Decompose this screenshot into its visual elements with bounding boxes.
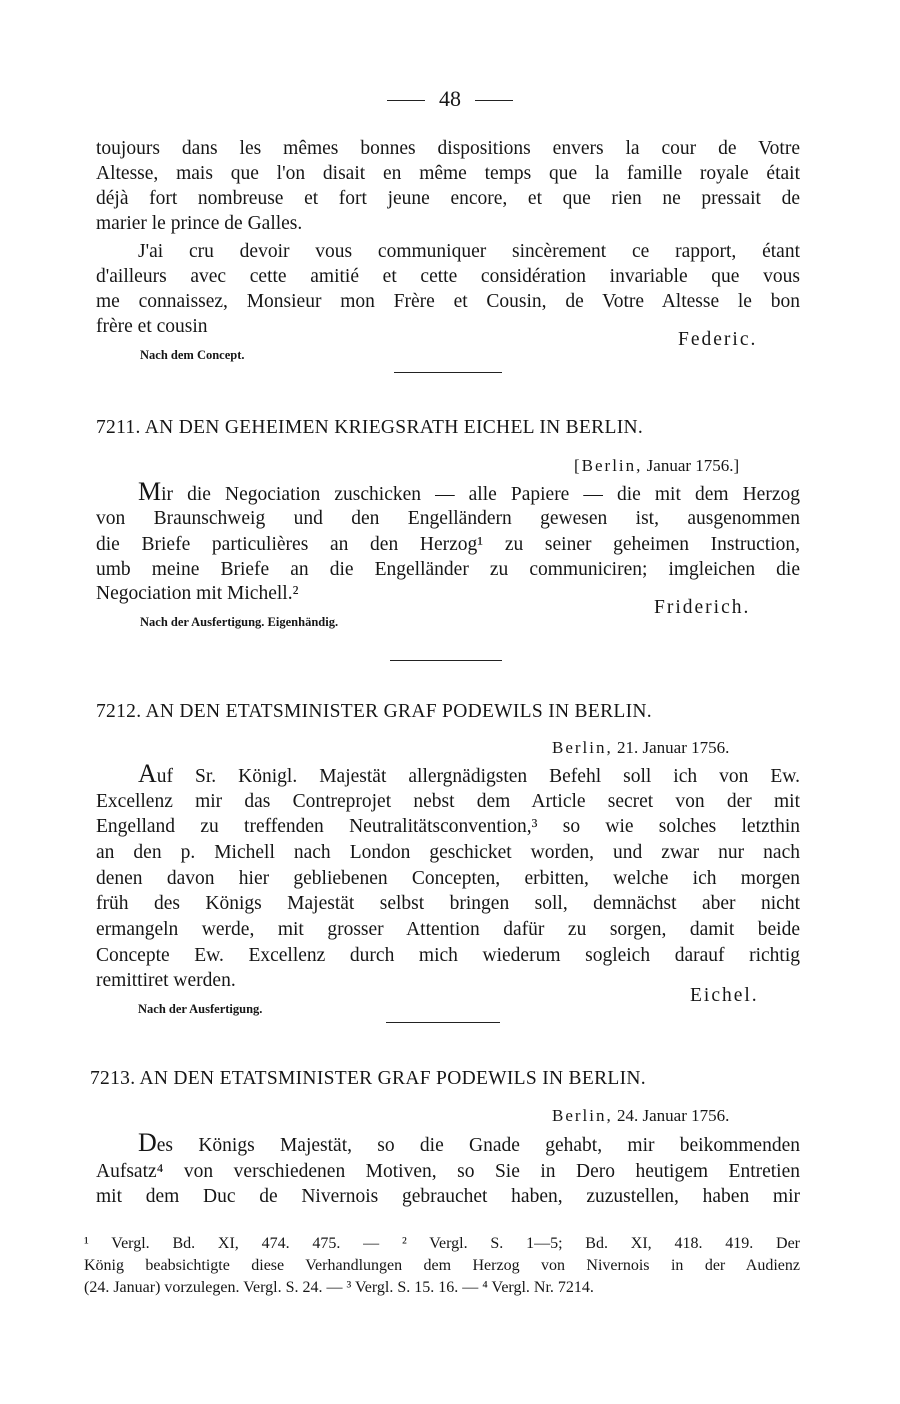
intro-line-3: déjà fort nombreuse et fort jeune encore, et que rien ne pressait de xyxy=(96,188,800,209)
letter-7212-line-5: denen davon hier gebliebenen Concepten, erbitten, welche ich morgen xyxy=(96,868,800,889)
intro-line-2: Altesse, mais que l'on disait en même temps que la famille royale était xyxy=(96,163,800,184)
dateline-7213: Berlin, 24. Januar 1756. xyxy=(552,1106,730,1125)
letter-7211-line-2: von Braunschweig und den Engelländern gewesen ist, ausgenommen xyxy=(96,508,800,529)
closing-line-1: J'ai cru devoir vous communiquer sincèrement ce rapport, étant xyxy=(138,241,800,262)
letter-heading-7212: 7212. AN DEN ETATSMINISTER GRAF PODEWILS IN BERLIN. xyxy=(96,701,652,722)
intro-line-4: marier le prince de Galles. xyxy=(96,213,303,234)
letter-7211-line-3: die Briefe particulières an den Herzog¹ zu seiner geheimen Instruction, xyxy=(96,534,800,555)
letter-7212-line-4: an den p. Michell nach London geschicket worden, und zwar nur nach xyxy=(96,842,800,863)
closing-line-3: me connaissez, Monsieur mon Frère et Cousin, de Votre Altesse le bon xyxy=(96,291,800,312)
letter-7211-line-4: umb meine Briefe an die Engelländer zu communiciren; imgleichen die xyxy=(96,559,800,580)
letter-7213-line-1: Des Königs Majestät, so die Gnade gehabt, mir beikommenden xyxy=(138,1128,800,1157)
source-note-7212: Nach der Ausfertigung. xyxy=(138,1002,263,1016)
signature-federic: Federic. xyxy=(678,329,758,350)
letter-7212-line-7: ermangeln werde, mit grosser Attention dafür zu sorgen, damit beide xyxy=(96,919,800,940)
signature-eichel: Eichel. xyxy=(690,985,759,1006)
header-rule-left xyxy=(387,100,425,101)
letter-7212-line-8: Concepte Ew. Excellenz durch mich wiederum sogleich darauf richtig xyxy=(96,945,800,966)
source-note-1: Nach dem Concept. xyxy=(140,348,245,362)
dateline-7211: [Berlin, Januar 1756.] xyxy=(574,456,740,475)
page-header xyxy=(0,86,900,112)
letter-7212-line-1: Auf Sr. Königl. Majestät allergnädigsten Befehl soll ich von Ew. xyxy=(138,759,800,788)
drop-initial: A xyxy=(138,759,157,788)
header-rule-right xyxy=(475,100,513,101)
footnote-line-3: (24. Januar) vorzulegen. Vergl. S. 24. — ³ Vergl. S. 15. 16. — ⁴ Vergl. Nr. 7214. xyxy=(84,1279,594,1296)
letter-7212-line-3: Engelland zu treffenden Neutralitätsconvention,³ so wie solches letzthin xyxy=(96,816,800,837)
dateline-7212: Berlin, 21. Januar 1756. xyxy=(552,738,730,757)
drop-initial: M xyxy=(138,477,162,506)
drop-initial: D xyxy=(138,1128,157,1157)
signature-friderich: Friderich. xyxy=(654,597,751,618)
letter-7212-line-9: remittiret werden. xyxy=(96,970,236,991)
source-note-7211: Nach der Ausfertigung. Eigenhändig. xyxy=(140,615,339,629)
footnote-line-2: König beabsichtigte diese Verhandlungen dem Herzog von Nivernois in der Audienz xyxy=(84,1257,800,1274)
closing-line-4: frère et cousin xyxy=(96,316,208,337)
letter-heading-7211: 7211. AN DEN GEHEIMEN KRIEGSRATH EICHEL IN BERLIN. xyxy=(96,417,644,438)
intro-line-1: toujours dans les mêmes bonnes dispositions envers la cour de Votre xyxy=(96,138,800,159)
letter-7211-line-1: Mir die Negociation zuschicken — alle Papiere — die mit dem Herzog xyxy=(138,477,800,506)
page-number: 48 xyxy=(439,86,461,111)
separator-1 xyxy=(394,372,502,373)
separator-2 xyxy=(390,660,502,661)
closing-line-2: d'ailleurs avec cette amitié et cette considération invariable que vous xyxy=(96,266,800,287)
letter-heading-7213: 7213. AN DEN ETATSMINISTER GRAF PODEWILS IN BERLIN. xyxy=(90,1068,646,1089)
letter-7213-line-3: mit dem Duc de Nivernois gebrauchet haben, zuzustellen, haben mir xyxy=(96,1186,800,1207)
letter-7213-line-2: Aufsatz⁴ von verschiedenen Motiven, so Sie in Dero heutigem Entretien xyxy=(96,1161,800,1182)
separator-3 xyxy=(386,1022,500,1023)
letter-7212-line-2: Excellenz mir das Contreprojet nebst dem Article secret von der mit xyxy=(96,791,800,812)
footnote-line-1: ¹ Vergl. Bd. XI, 474. 475. — ² Vergl. S. 1—5; Bd. XI, 418. 419. Der xyxy=(84,1235,800,1252)
letter-7212-line-6: früh des Königs Majestät selbst bringen soll, demnächst aber nicht xyxy=(96,893,800,914)
letter-7211-line-5: Negociation mit Michell.² xyxy=(96,583,299,604)
